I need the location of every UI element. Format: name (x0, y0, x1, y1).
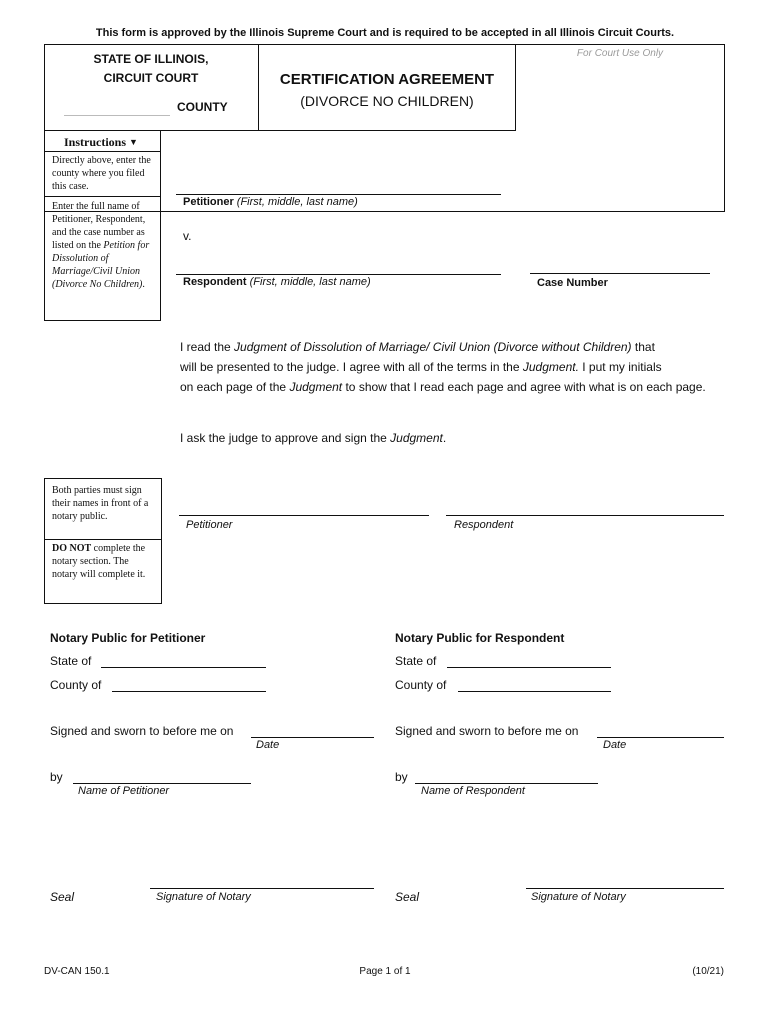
notary-respondent-sworn-label: Signed and sworn to before me on (395, 724, 579, 738)
notary-respondent-signature-line[interactable] (526, 888, 724, 889)
approve-request-text: I ask the judge to approve and sign the Judgment. (180, 431, 447, 445)
notary-respondent-county-input[interactable] (458, 677, 611, 692)
notary-petitioner-signature-label: Signature of Notary (156, 891, 251, 903)
respondent-signature-label: Respondent (454, 519, 514, 531)
court-use-label: For Court Use Only (576, 48, 664, 59)
footer-page-number: Page 1 of 1 (359, 966, 411, 977)
notary-respondent-name-input[interactable] (415, 769, 598, 784)
notary-petitioner-seal-label: Seal (50, 890, 75, 904)
petitioner-signature-line[interactable] (179, 515, 429, 516)
notary-petitioner-date-label: Date (256, 739, 280, 751)
notary-respondent-date-input[interactable] (597, 723, 724, 738)
notary-petitioner-name-label: Name of Petitioner (78, 785, 170, 797)
notary-petitioner-date-input[interactable] (251, 723, 374, 738)
triangle-down-icon: ▼ (129, 137, 138, 147)
statement-text: I read the Judgment of Dissolution of Marriage/ Civil Union (Divorce without Children) that will be presented to the judge. I agree with all of the terms in the Judgment. I put my initials on each page of the Judgment to show that I read each page and agree with what is on each page. (180, 340, 706, 394)
approval-notice: This form is approved by the Illinois Supreme Court and is required to be accepted in all Illinois Circuit Courts. (95, 27, 675, 39)
respondent-signature-line[interactable] (446, 515, 724, 516)
notary-petitioner-state-label: State of (50, 654, 92, 668)
notary-petitioner-by-label: by (50, 770, 63, 784)
signature-note-text: Both parties must sign their names in front of a notary public. (52, 485, 149, 522)
notary-respondent-date-label: Date (603, 739, 627, 751)
notary-respondent-state-input[interactable] (447, 653, 611, 668)
state-label: STATE OF ILLINOIS, (93, 52, 209, 66)
notary-respondent-county-label: County of (395, 678, 447, 692)
petitioner-signature-label: Petitioner (186, 519, 233, 531)
versus-label: v. (183, 229, 192, 243)
notary-respondent-name-label: Name of Respondent (421, 785, 525, 797)
notary-petitioner-sworn-label: Signed and sworn to before me on (50, 724, 234, 738)
petitioner-name-input[interactable] (176, 180, 501, 195)
circuit-court-label: CIRCUIT COURT (103, 71, 199, 85)
case-number-input[interactable] (530, 259, 710, 274)
respondent-name-input[interactable] (176, 260, 501, 275)
notary-petitioner-state-input[interactable] (101, 653, 266, 668)
county-label: COUNTY (177, 100, 228, 114)
instructions-county-note: Directly above, enter the county where you filed this case. (52, 155, 151, 192)
petitioner-label: Petitioner (First, middle, last name) (183, 196, 358, 208)
instructions-heading: Instructions ▼ (64, 135, 138, 149)
notary-respondent-by-label: by (395, 770, 408, 784)
form-title: CERTIFICATION AGREEMENT (279, 71, 495, 88)
respondent-label: Respondent (First, middle, last name) (183, 276, 371, 288)
notary-respondent-state-label: State of (395, 654, 437, 668)
notary-respondent-signature-label: Signature of Notary (531, 891, 626, 903)
notary-petitioner-heading: Notary Public for Petitioner (50, 631, 206, 645)
case-number-label: Case Number (537, 277, 608, 289)
notary-respondent-seal-label: Seal (395, 890, 420, 904)
do-not-complete-note: DO NOT complete the notary section. The notary will complete it. (52, 543, 146, 580)
notary-petitioner-name-input[interactable] (73, 769, 251, 784)
instructions-names-note: Enter the full name of Petitioner, Respondent, and the case number as listed on the Petition for Dissolution of Marriage/Civil Union (Divorce No Children). (52, 201, 150, 290)
notary-respondent-heading: Notary Public for Respondent (395, 631, 565, 645)
county-input[interactable] (64, 101, 170, 116)
footer-revision: (10/21) (692, 966, 724, 977)
notary-petitioner-county-label: County of (50, 678, 102, 692)
footer-form-id: DV-CAN 150.1 (44, 966, 110, 977)
notary-petitioner-county-input[interactable] (112, 677, 266, 692)
form-subtitle: (DIVORCE NO CHILDREN) (300, 93, 474, 109)
notary-petitioner-signature-line[interactable] (150, 888, 374, 889)
